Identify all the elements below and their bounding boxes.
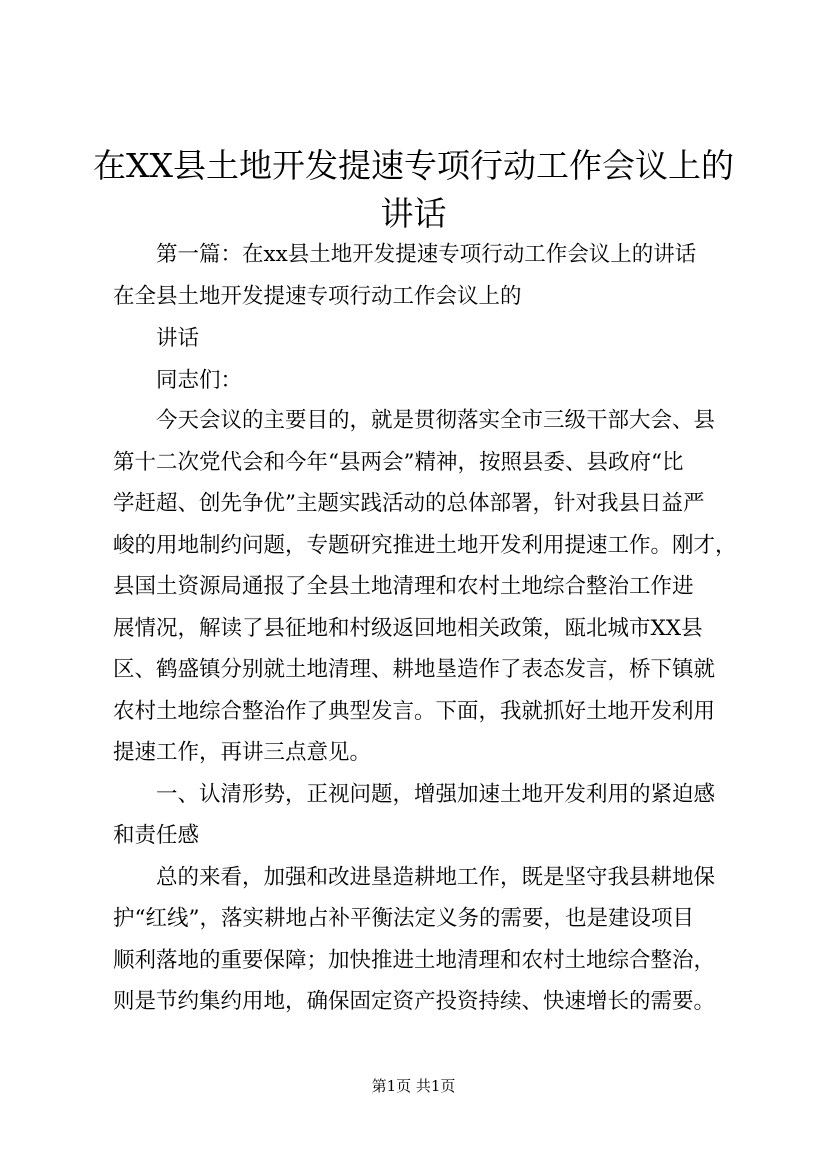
paragraph-line: 同志们： xyxy=(156,368,243,393)
paragraph-line: 护“红线”，落实耕地占补平衡法定义务的需要，也是建设项目 xyxy=(113,906,694,931)
paragraph-line: 在全县土地开发提速专项行动工作会议上的 xyxy=(113,284,522,309)
paragraph-line: 农村土地综合整治作了典型发言。下面，我就抓好土地开发利用 xyxy=(113,699,716,724)
paragraph-line: 则是节约集约用地，确保固定资产投资持续、快速增长的需要。 xyxy=(113,989,716,1014)
paragraph-line: 提速工作，再讲三点意见。 xyxy=(113,740,372,765)
paragraph-line: 讲话 xyxy=(156,326,200,351)
paragraph-line: 区、鹤盛镇分别就土地清理、耕地垦造作了表态发言，桥下镇就 xyxy=(113,657,716,682)
paragraph-line: 一、认清形势，正视问题，增强加速土地开发利用的紧迫感 xyxy=(156,782,716,807)
paragraph-line: 顺利落地的重要保障；加快推进土地清理和农村土地综合整治， xyxy=(113,948,716,973)
paragraph-line: 县国土资源局通报了全县土地清理和农村土地综合整治工作进 xyxy=(113,574,694,599)
paragraph-line: 学赶超、创先争优”主题实践活动的总体部署，针对我县日益严 xyxy=(113,491,705,516)
document-title-line-2: 讲话 xyxy=(380,194,447,233)
paragraph-line: 第一篇：在xx县土地开发提速专项行动工作会议上的讲话 xyxy=(156,242,697,267)
paragraph-line: 总的来看，加强和改进垦造耕地工作，既是坚守我县耕地保 xyxy=(156,865,716,890)
page-number-footer: 第1页 共1页 xyxy=(371,1077,456,1095)
paragraph-line: 第十二次党代会和今年“县两会”精神，按照县委、县政府“比 xyxy=(113,450,684,475)
paragraph-line: 峻的用地制约问题，专题研究推进土地开发利用提速工作。刚才， xyxy=(113,533,737,558)
paragraph-line: 今天会议的主要目的，就是贯彻落实全市三级干部大会、县 xyxy=(156,408,716,433)
paragraph-line: 和责任感 xyxy=(113,823,200,848)
document-title-line-1: 在XX县土地开发提速专项行动工作会议上的 xyxy=(93,146,734,185)
paragraph-line: 展情况，解读了县征地和村级返回地相关政策，瓯北城市XX县 xyxy=(113,616,703,641)
